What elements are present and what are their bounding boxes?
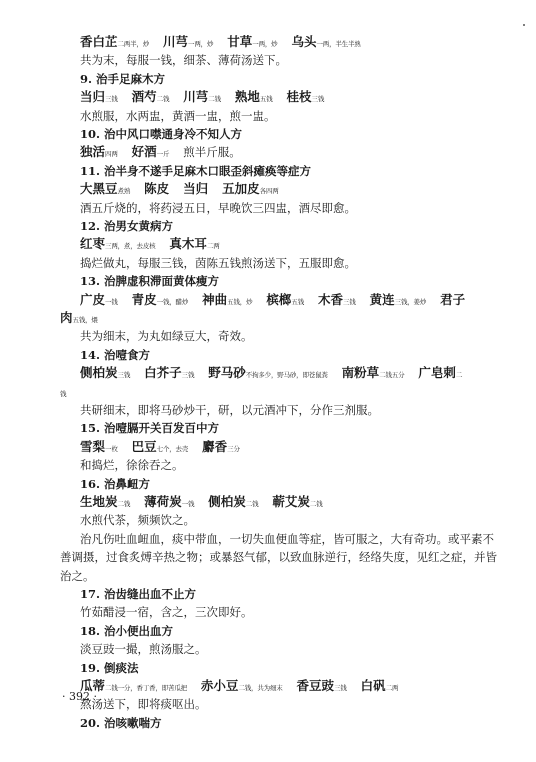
ingredient-line	[80, 235, 500, 255]
ingredient-dose: 四两	[105, 150, 118, 159]
ingredient-name: 木香	[318, 291, 344, 307]
section-heading: 17. 治齿缝出血不止方	[80, 587, 197, 601]
ingredient-name: 甘草	[227, 34, 253, 49]
body-text-line: 竹茹醋浸一宿，含之，三次即好。	[80, 605, 253, 620]
ingredient-dose: 三两，煮，去皮核	[105, 242, 156, 251]
ingredient-name: 侧柏炭	[80, 365, 118, 381]
ingredient-name: 野马砂	[208, 365, 246, 381]
ingredient-name: 川芎	[163, 34, 189, 49]
ingredient-line	[80, 33, 500, 53]
ingredient-dose: 二钱	[156, 95, 170, 104]
ingredient-line	[80, 180, 500, 200]
body-text-line: 水煎服，水两盅，黄酒一盅，煎一盅。	[80, 108, 276, 123]
ingredient-line	[80, 364, 500, 384]
ingredient-line	[80, 88, 500, 108]
ingredient-dose: 一两，炒	[188, 40, 214, 48]
speck-mark	[523, 24, 525, 26]
section-heading: 11. 治半身不遂手足麻木口眼歪斜瘫痪等症方	[80, 163, 312, 178]
ingredient-name: 白矾	[360, 678, 386, 693]
ingredient-dose: 一两，炒	[252, 40, 278, 48]
ingredient-name: 酒芍	[131, 89, 157, 105]
ingredient-name: 薄荷炭	[144, 494, 182, 509]
body-text-line: 捣烂做丸，每服三钱，茵陈五钱煎汤送下，五服即愈。	[80, 255, 356, 270]
ingredient-dose: 二钱	[309, 500, 323, 508]
page-number: · 392 ·	[62, 690, 97, 703]
ingredient-dose: 五钱，煨	[72, 316, 98, 324]
ingredient-name: 桂枝	[286, 89, 312, 105]
ingredient-name: 香豆豉	[296, 678, 335, 693]
ingredient-dose: 二两半，炒	[117, 40, 150, 48]
ingredient-name: 南粉草	[341, 365, 380, 381]
ingredient-dose: 二钱一分，香丁香，即苦瓜把	[105, 684, 187, 692]
ingredient-name: 陈皮	[144, 181, 170, 197]
ingredient-line	[80, 291, 500, 311]
body-text-line: 共研细末，即将马砂炒干，研，以元酒冲下，分作三剂服。	[80, 403, 379, 417]
ingredient-dose: 三钱	[311, 95, 325, 104]
ingredient-name: 瓜蒂	[80, 678, 106, 693]
ingredient-dose: 二钱	[117, 500, 131, 508]
ingredient-line	[80, 143, 500, 163]
ingredient-name: 赤小豆	[200, 678, 239, 693]
ingredient-dose: 七个，去壳	[156, 444, 189, 453]
ingredient-dose: 五钱，炒	[227, 297, 253, 306]
section-heading: 10. 治中风口噤通身冷不知人方	[80, 127, 243, 141]
ingredient-line	[80, 493, 500, 513]
ingredient-dose: 三钱	[343, 297, 356, 306]
instruction-text: 煎半斤服。	[183, 145, 241, 160]
section-heading: 15. 治噎膈开关百发百中方	[80, 421, 220, 436]
ingredient-name: 熟地	[234, 89, 260, 105]
ingredient-name: 肉	[60, 310, 73, 325]
section-heading: 14. 治噎食方	[80, 347, 151, 362]
ingredient-dose: 各四两	[259, 187, 279, 196]
ingredient-name: 蕲艾炭	[272, 494, 310, 509]
ingredient-dose: 一枚	[105, 444, 118, 453]
ingredient-name: 神曲	[202, 291, 228, 307]
ingredient-dose: 一两，半生半熟	[316, 40, 361, 48]
ingredient-name: 广皮	[80, 291, 106, 307]
ingredient-dose: 二两	[385, 684, 399, 692]
ingredient-name: 生地炭	[80, 494, 118, 509]
ingredient-dose: 煮熟	[117, 187, 131, 196]
section-heading: 16. 治鼻衄方	[80, 476, 151, 491]
body-text-line: 共为末，每服一钱，细茶、薄荷汤送下。	[80, 53, 287, 68]
body-text-line: 酒五斤烧的，将药浸五日，早晚饮三四盅，酒尽即愈。	[80, 200, 356, 215]
ingredient-dose: 二钱，共为细末	[238, 684, 283, 692]
body-text-line: 共为细末，为丸如绿豆大，奇效。	[80, 329, 253, 344]
ingredient-name: 当归	[80, 89, 106, 105]
ingredient-line	[80, 677, 500, 697]
ingredient-name: 川芎	[183, 89, 209, 105]
body-text-line: 善调摄，过食炙煿辛热之物；或暴怒气郁，以致血脉逆行，经络失度，见红之症，并皆	[60, 550, 497, 565]
ingredient-dose: 二	[455, 371, 463, 380]
ingredient-dose: 一钱	[181, 500, 195, 508]
ingredient-dose: 三钱	[105, 95, 118, 104]
ingredient-dose: 三分	[227, 444, 240, 453]
ingredient-name: 当归	[183, 181, 209, 197]
ingredient-name: 红枣	[80, 236, 106, 252]
body-text-line: 和捣烂，徐徐吞之。	[80, 458, 184, 473]
ingredient-name: 五加皮	[222, 181, 260, 197]
ingredient-name: 麝香	[202, 438, 228, 454]
ingredient-name: 广皂刺	[418, 365, 456, 381]
body-text-line: 治凡伤吐血衄血，痰中带血，一切失血便血等症，皆可服之，大有奇功。或平素不	[80, 531, 494, 546]
ingredient-line	[60, 383, 480, 403]
body-text-line: 水煎代茶，频频饮之。	[80, 513, 195, 528]
section-heading: 12. 治男女黄病方	[80, 219, 174, 233]
ingredient-dose: 不拘多少，野马砂，即苍鼠粪	[245, 371, 328, 380]
ingredient-name: 真木耳	[169, 236, 207, 252]
ingredient-name: 乌头	[291, 34, 317, 49]
body-text-line: 淡豆豉一撮，煎汤服之。	[80, 642, 207, 657]
ingredient-name: 雪梨	[80, 438, 106, 454]
ingredient-line	[80, 438, 500, 458]
ingredient-dose: 一钱	[105, 297, 118, 306]
ingredient-name: 大黑豆	[80, 181, 118, 197]
ingredient-dose: 二钱	[245, 500, 259, 508]
ingredient-name: 君子	[440, 291, 466, 307]
ingredient-dose: 三钱	[181, 371, 195, 380]
ingredient-name: 独活	[80, 144, 106, 160]
ingredient-dose: 二钱	[208, 95, 221, 104]
ingredient-name: 香白芷	[80, 34, 118, 49]
ingredient-name: 巴豆	[131, 438, 157, 454]
section-heading: 18. 治小便出血方	[80, 623, 174, 638]
ingredient-dose: 五钱	[291, 297, 304, 306]
ingredient-dose: 三钱	[334, 684, 347, 692]
section-heading: 20. 治咳嗽喘方	[80, 715, 162, 730]
ingredient-name: 青皮	[131, 291, 157, 307]
ingredient-name: 黄连	[369, 291, 395, 307]
ingredient-name: 白芥子	[144, 365, 182, 381]
ingredient-dose: 二两	[206, 242, 220, 251]
ingredient-dose: 二钱五分	[379, 371, 405, 380]
ingredient-dose: 三钱，姜炒	[394, 297, 427, 306]
ingredient-line	[60, 309, 480, 329]
ingredient-dose: 钱	[60, 389, 67, 398]
ingredient-dose: 一斤	[156, 150, 170, 159]
section-heading: 19. 倒痰法	[80, 660, 139, 675]
ingredient-name: 槟榔	[266, 291, 292, 307]
ingredient-name: 好酒	[131, 144, 157, 160]
ingredient-dose: 一钱，醋炒	[156, 297, 189, 306]
ingredient-dose: 三钱	[117, 371, 131, 380]
body-text-line: 熬汤送下，即将痰呕出。	[80, 697, 207, 712]
ingredient-dose: 五钱	[259, 95, 273, 104]
section-heading: 9. 治手足麻木方	[80, 71, 166, 86]
body-text-line: 治之。	[60, 568, 95, 583]
ingredient-name: 侧柏炭	[208, 494, 246, 509]
section-heading: 13. 治脾虚积滞面黄体瘦方	[80, 274, 220, 289]
